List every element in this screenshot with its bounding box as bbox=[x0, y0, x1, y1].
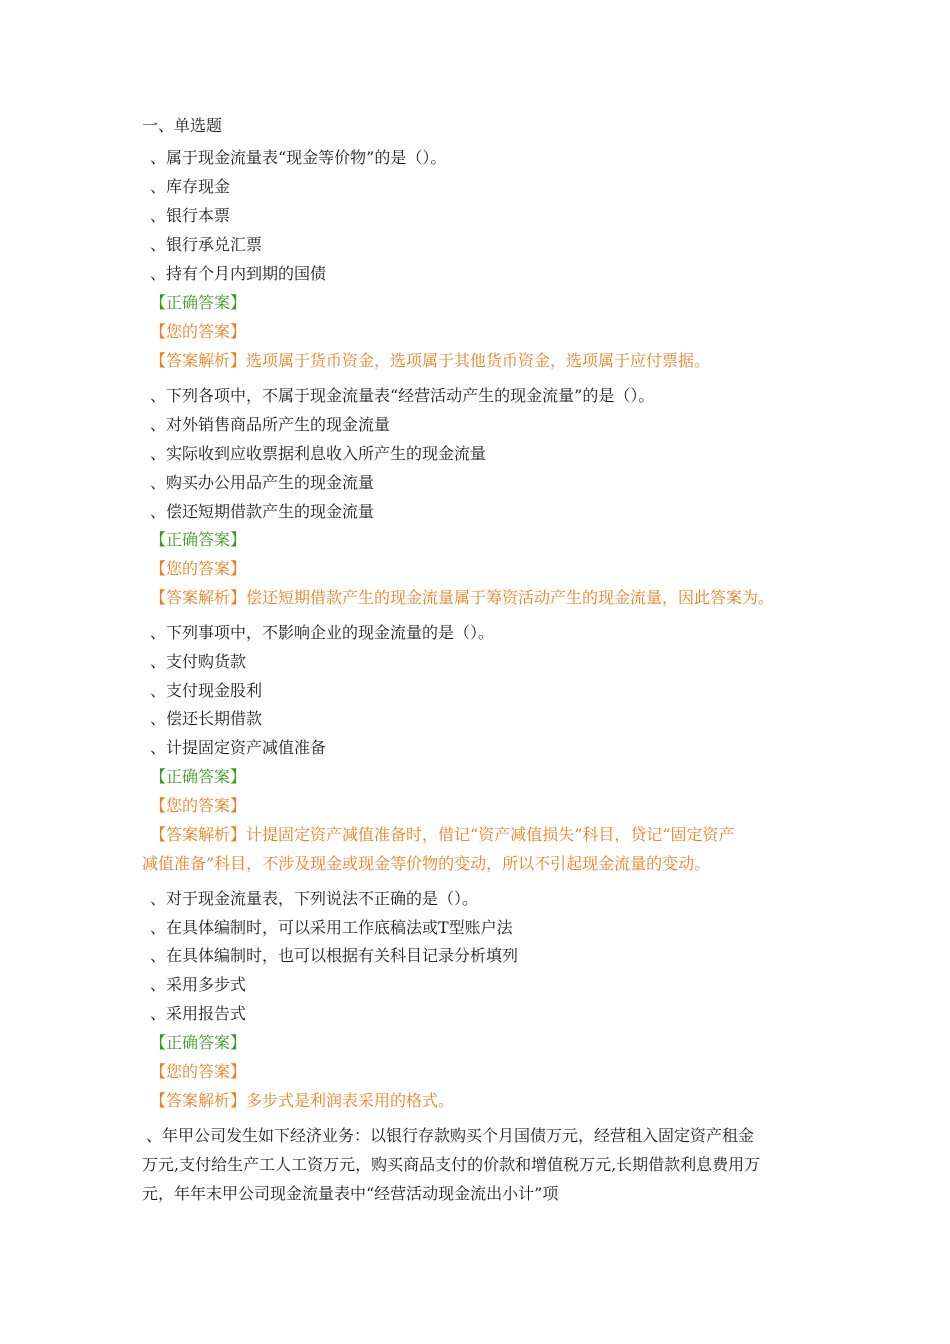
q1-stem: 、属于现金流量表“现金等价物”的是（）。 bbox=[150, 148, 447, 167]
q4-option-d: 、采用报告式 bbox=[150, 1004, 247, 1023]
q4-your-answer-label: 【您的答案】 bbox=[150, 1062, 247, 1081]
q3-option-a: 、支付购货款 bbox=[150, 652, 247, 671]
q3-your-answer-label: 【您的答案】 bbox=[150, 796, 247, 815]
q5-stem-line3: 元，年年末甲公司现金流量表中“经营活动现金流出小计”项 bbox=[142, 1184, 559, 1203]
q2-analysis-text: 偿还短期借款产生的现金流量属于筹资活动产生的现金流量，因此答案为。 bbox=[246, 588, 775, 607]
q3-option-b: 、支付现金股利 bbox=[150, 681, 263, 700]
q3-correct-answer-label: 【正确答案】 bbox=[150, 767, 247, 786]
q4-option-b: 、在具体编制时，也可以根据有关科目记录分析填列 bbox=[150, 946, 519, 965]
q1-analysis-text: 选项属于货币资金，选项属于其他货币资金，选项属于应付票据。 bbox=[246, 351, 711, 370]
q3-option-c: 、偿还长期借款 bbox=[150, 709, 263, 728]
q2-stem: 、下列各项中，不属于现金流量表“经营活动产生的现金流量”的是（）。 bbox=[150, 386, 655, 405]
q1-analysis-label: 【答案解析】 bbox=[150, 351, 247, 370]
q4-option-c: 、采用多步式 bbox=[150, 975, 247, 994]
q4-option-a: 、在具体编制时，可以采用工作底稿法或T型账户法 bbox=[150, 918, 513, 937]
q2-analysis-label: 【答案解析】 bbox=[150, 588, 247, 607]
q2-option-a: 、对外销售商品所产生的现金流量 bbox=[150, 415, 391, 434]
section-title: 一、单选题 bbox=[142, 116, 223, 135]
q2-option-d: 、偿还短期借款产生的现金流量 bbox=[150, 502, 375, 521]
q1-your-answer-label: 【您的答案】 bbox=[150, 322, 247, 341]
q2-your-answer-label: 【您的答案】 bbox=[150, 559, 247, 578]
q3-stem: 、下列事项中，不影响企业的现金流量的是（）。 bbox=[150, 623, 495, 642]
q3-analysis-line2: 减值准备”科目，不涉及现金或现金等价物的变动，所以不引起现金流量的变动。 bbox=[142, 854, 711, 873]
q4-correct-answer-label: 【正确答案】 bbox=[150, 1033, 247, 1052]
q1-option-c: 、银行承兑汇票 bbox=[150, 235, 263, 254]
q3-analysis-text-1: 计提固定资产减值准备时，借记“资产减值损失”科目，贷记“固定资产 bbox=[246, 825, 735, 844]
q5-stem-line2: 万元,支付给生产工人工资万元，购买商品支付的价款和增值税万元,长期借款利息费用万 bbox=[142, 1155, 761, 1174]
q3-option-d: 、计提固定资产减值准备 bbox=[150, 738, 327, 757]
q1-correct-answer-label: 【正确答案】 bbox=[150, 293, 247, 312]
q1-analysis bbox=[150, 351, 830, 371]
q1-option-a: 、库存现金 bbox=[150, 177, 231, 196]
q4-stem: 、对于现金流量表，下列说法不正确的是（）。 bbox=[150, 889, 479, 908]
q4-analysis-label: 【答案解析】 bbox=[150, 1091, 247, 1110]
q4-analysis bbox=[150, 1091, 830, 1111]
q2-analysis bbox=[150, 588, 830, 608]
q2-option-b: 、实际收到应收票据利息收入所产生的现金流量 bbox=[150, 444, 487, 463]
q3-analysis-label: 【答案解析】 bbox=[150, 825, 247, 844]
q2-option-c: 、购买办公用品产生的现金流量 bbox=[150, 473, 375, 492]
q4-analysis-text: 多步式是利润表采用的格式。 bbox=[246, 1091, 455, 1110]
q1-option-d: 、持有个月内到期的国债 bbox=[150, 264, 327, 283]
q5-stem-line1: 、年甲公司发生如下经济业务：以银行存款购买个月国债万元，经营租入固定资产租金 bbox=[146, 1126, 755, 1145]
q3-analysis-line1 bbox=[150, 825, 830, 845]
q1-option-b: 、银行本票 bbox=[150, 206, 231, 225]
q2-correct-answer-label: 【正确答案】 bbox=[150, 530, 247, 549]
